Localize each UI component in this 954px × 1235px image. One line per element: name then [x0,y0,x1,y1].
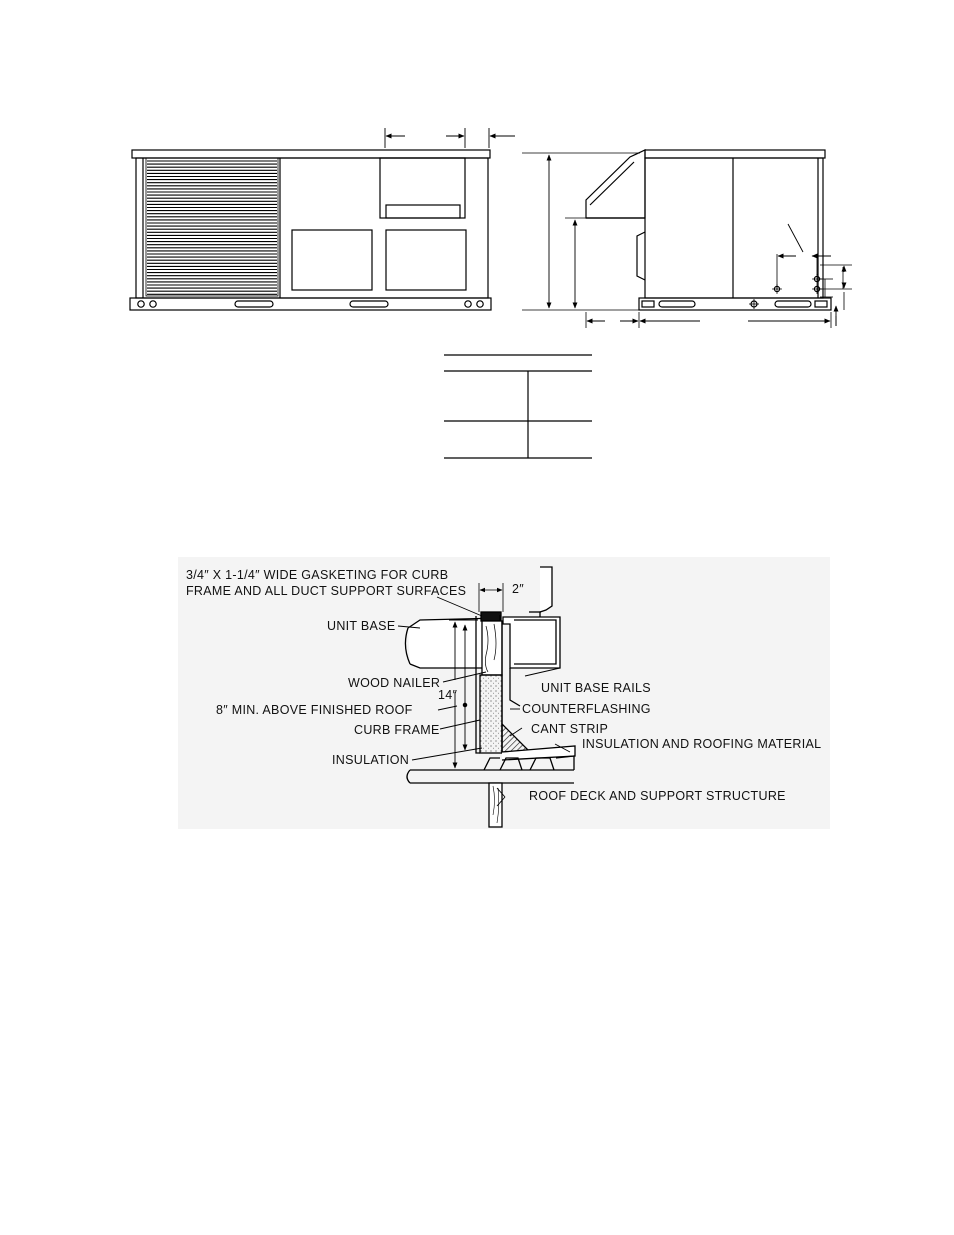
front-elevation [130,128,515,310]
front-base-rail [130,298,491,310]
roof-deck-label: ROOF DECK AND SUPPORT STRUCTURE [529,789,786,803]
insulation-roofing-label: INSULATION AND ROOFING MATERIAL [582,737,822,751]
wood-nailer [482,621,502,675]
support-joist [489,783,502,827]
upper-access-panel [380,158,465,218]
counterflashing-label: COUNTERFLASHING [522,702,651,716]
min-height-label: 8″ MIN. ABOVE FINISHED ROOF [216,703,413,717]
unit-base-label: UNIT BASE [327,619,396,633]
cant-strip-label: CANT STRIP [531,722,609,736]
side-elevation [522,150,852,328]
lower-left-access-panel [292,230,372,290]
unit-base-rails-label: UNIT BASE RAILS [541,681,651,695]
lower-right-access-panel [386,230,466,290]
dimension-table [444,355,592,458]
wood-nailer-label: WOOD NAILER [348,676,441,690]
curb-detail [178,557,830,829]
width-dimension-label: 2″ [512,582,524,596]
curb-frame-label: CURB FRAME [354,723,440,737]
louver-lines [147,161,277,294]
gasket-label-line2: FRAME AND ALL DUCT SUPPORT SURFACES [186,584,467,598]
insulation-label: INSULATION [332,753,410,767]
gasket-label-line1: 3/4″ X 1-1/4″ WIDE GASKETING FOR CURB [186,568,449,582]
insulation [480,675,502,753]
height-dimension-label: 14″ [438,688,458,702]
